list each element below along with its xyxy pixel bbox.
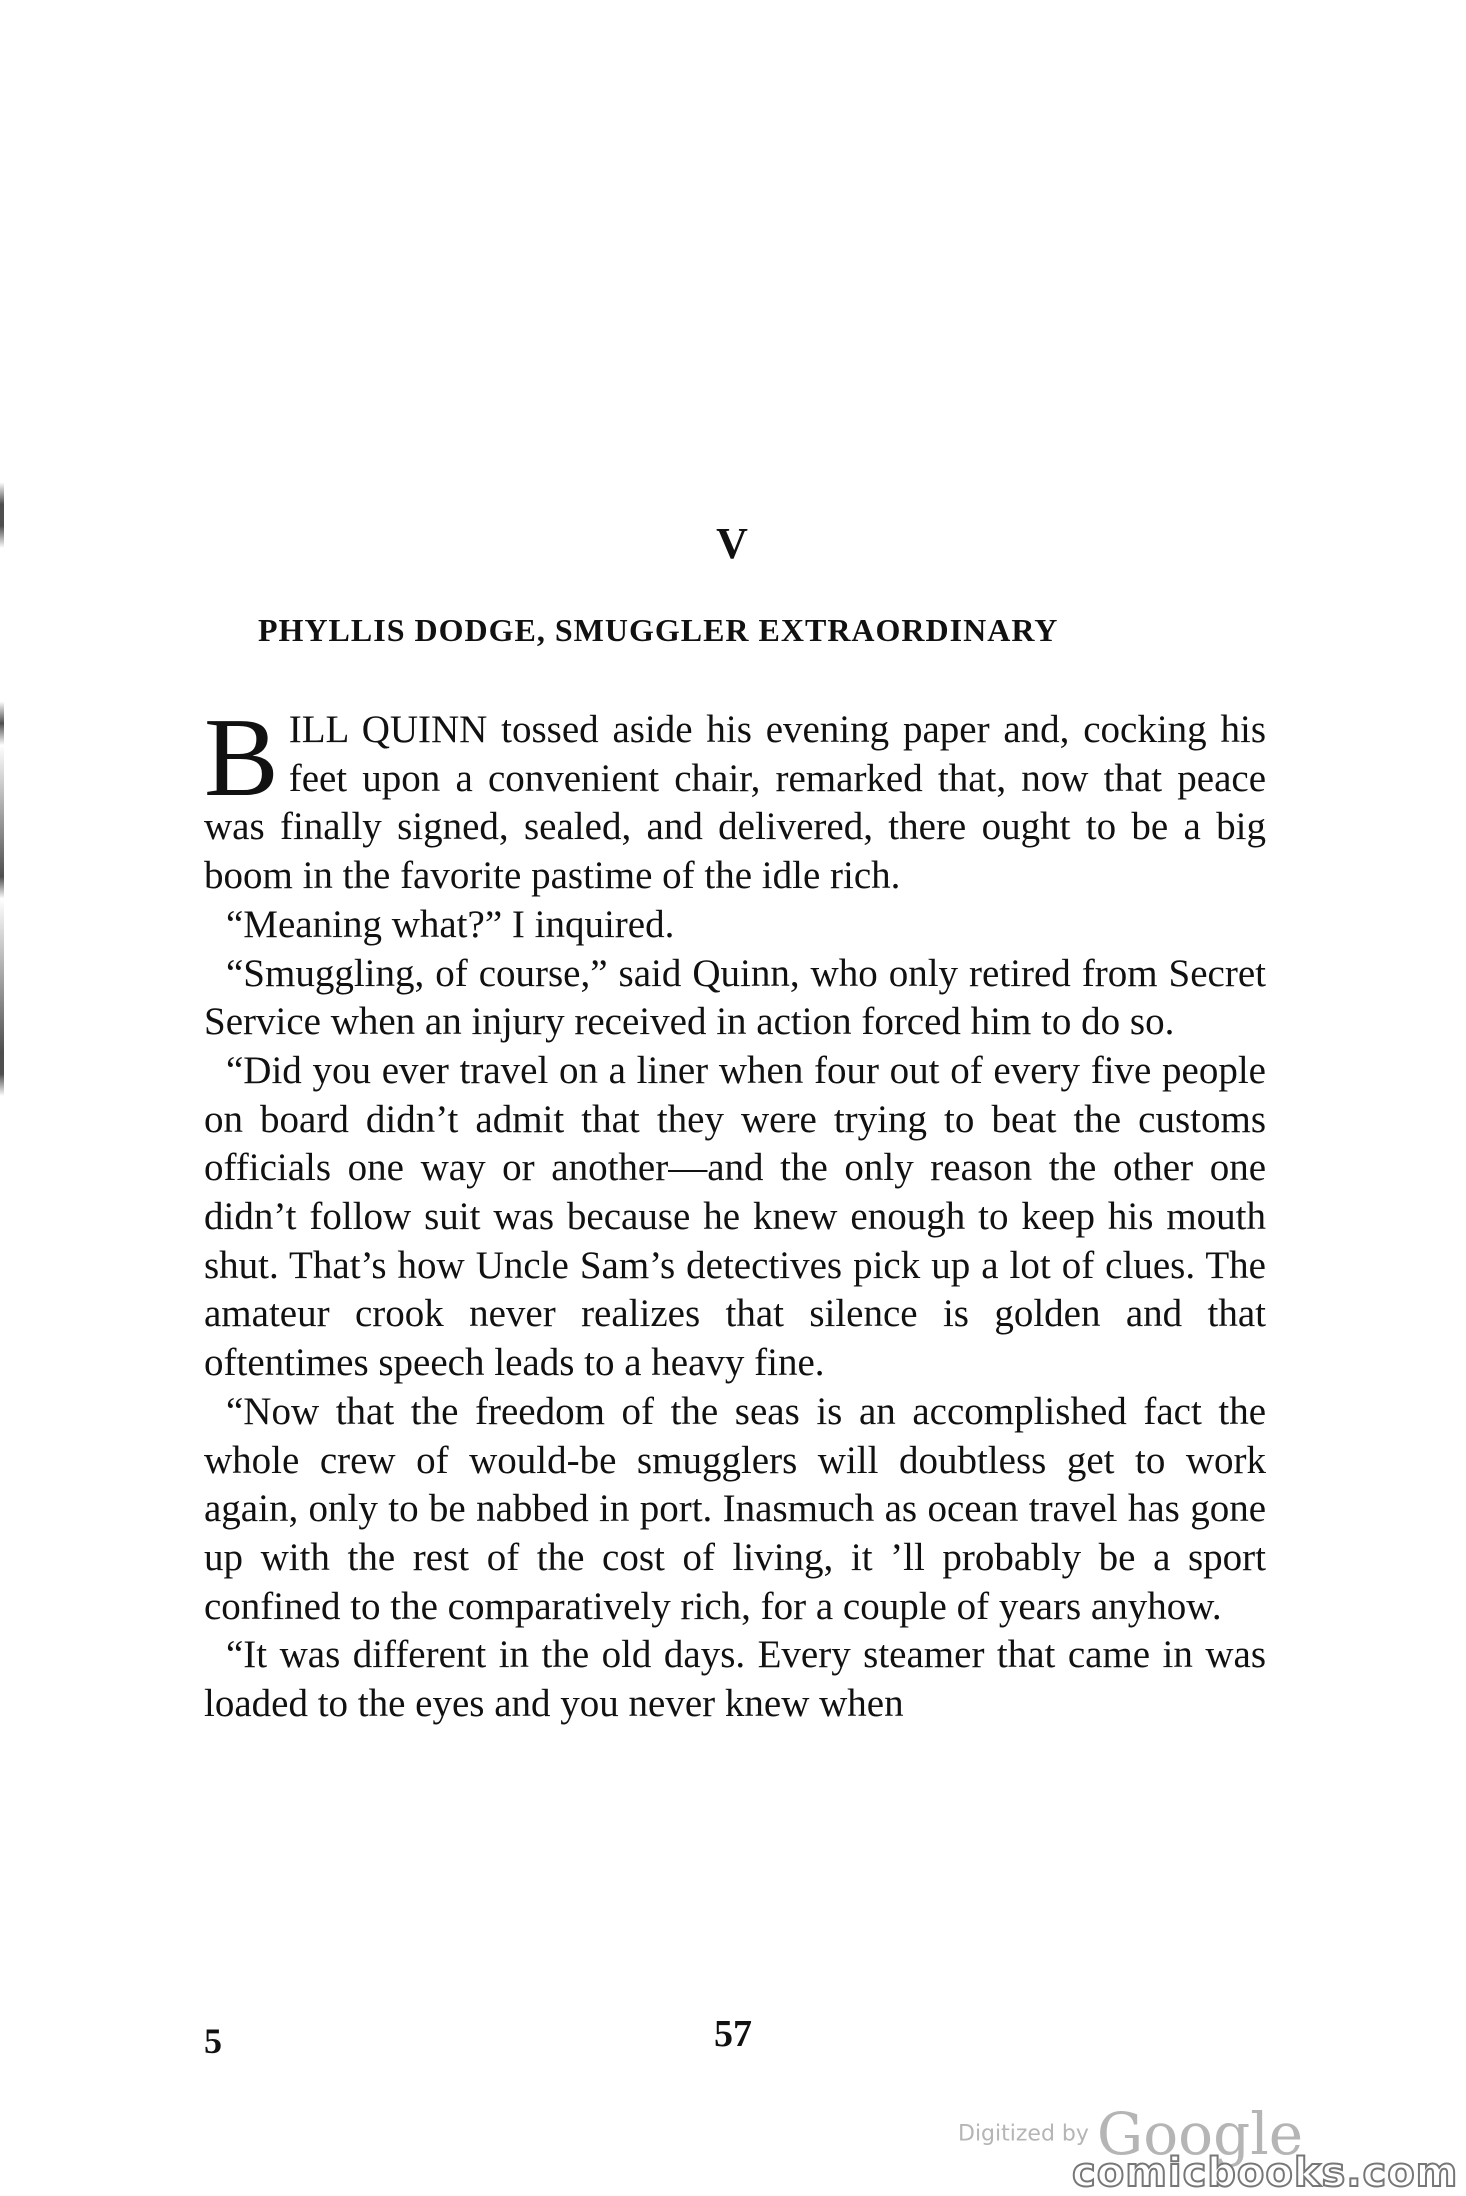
- paragraph-1: [204, 696, 1266, 901]
- paragraph-6: “It was different in the old days. Every steamer that came in was loaded to the eyes and you never knew when: [204, 1633, 1266, 1726]
- drop-cap: B: [204, 696, 279, 820]
- paragraph-5: “Now that the freedom of the seas is an accomplished fact the whole crew of would-be smugglers will doubtless get to work again, only to be nabbed in port. Inasmuch as ocean travel has gone up with the rest of the cost of living, it ’ll probably be a sport confined to the comparatively rich, for a couple of years anyhow.: [204, 1389, 1266, 1628]
- paragraph-4: “Did you ever travel on a liner when four out of every five people on board didn’t admit that they were trying to beat the customs officials one way or another—and the only reason the other one didn’t follow suit was because he knew enough to keep his mouth shut. That’s how Uncle Sam’s detectives pick up a lot of clues. The amateur crook never realizes that silence is golden and that oftentimes speech leads to a heavy fine.: [204, 1048, 1266, 1385]
- chapter-title: PHYLLIS DODGE, SMUGGLER EXTRAORDINARY: [258, 612, 1059, 648]
- chapter-number: V: [716, 519, 750, 568]
- site-watermark: comicbooks.com: [1072, 2150, 1459, 2196]
- page-number: 57: [714, 2013, 752, 2055]
- page-edge-shadow: [0, 0, 4, 2192]
- signature-mark: 5: [204, 2021, 222, 2061]
- body-text: [204, 696, 1266, 1729]
- paragraph-2: “Meaning what?” I inquired.: [226, 902, 675, 946]
- digitized-prefix: Digitized by: [958, 2121, 1089, 2147]
- google-logo-text: Google: [1096, 2100, 1304, 2168]
- paragraph-3: “Smuggling, of course,” said Quinn, who only retired from Secret Service when an injury received in action forced him to do so.: [204, 951, 1266, 1044]
- paragraph-1-text: ILL QUINN tossed aside his evening paper and, cocking his feet upon a convenient chair, remarked that, now that peace was finally signed, sealed, and delivered, there ought to be a big boom in the favorite pastime of the idle rich.: [204, 708, 1266, 898]
